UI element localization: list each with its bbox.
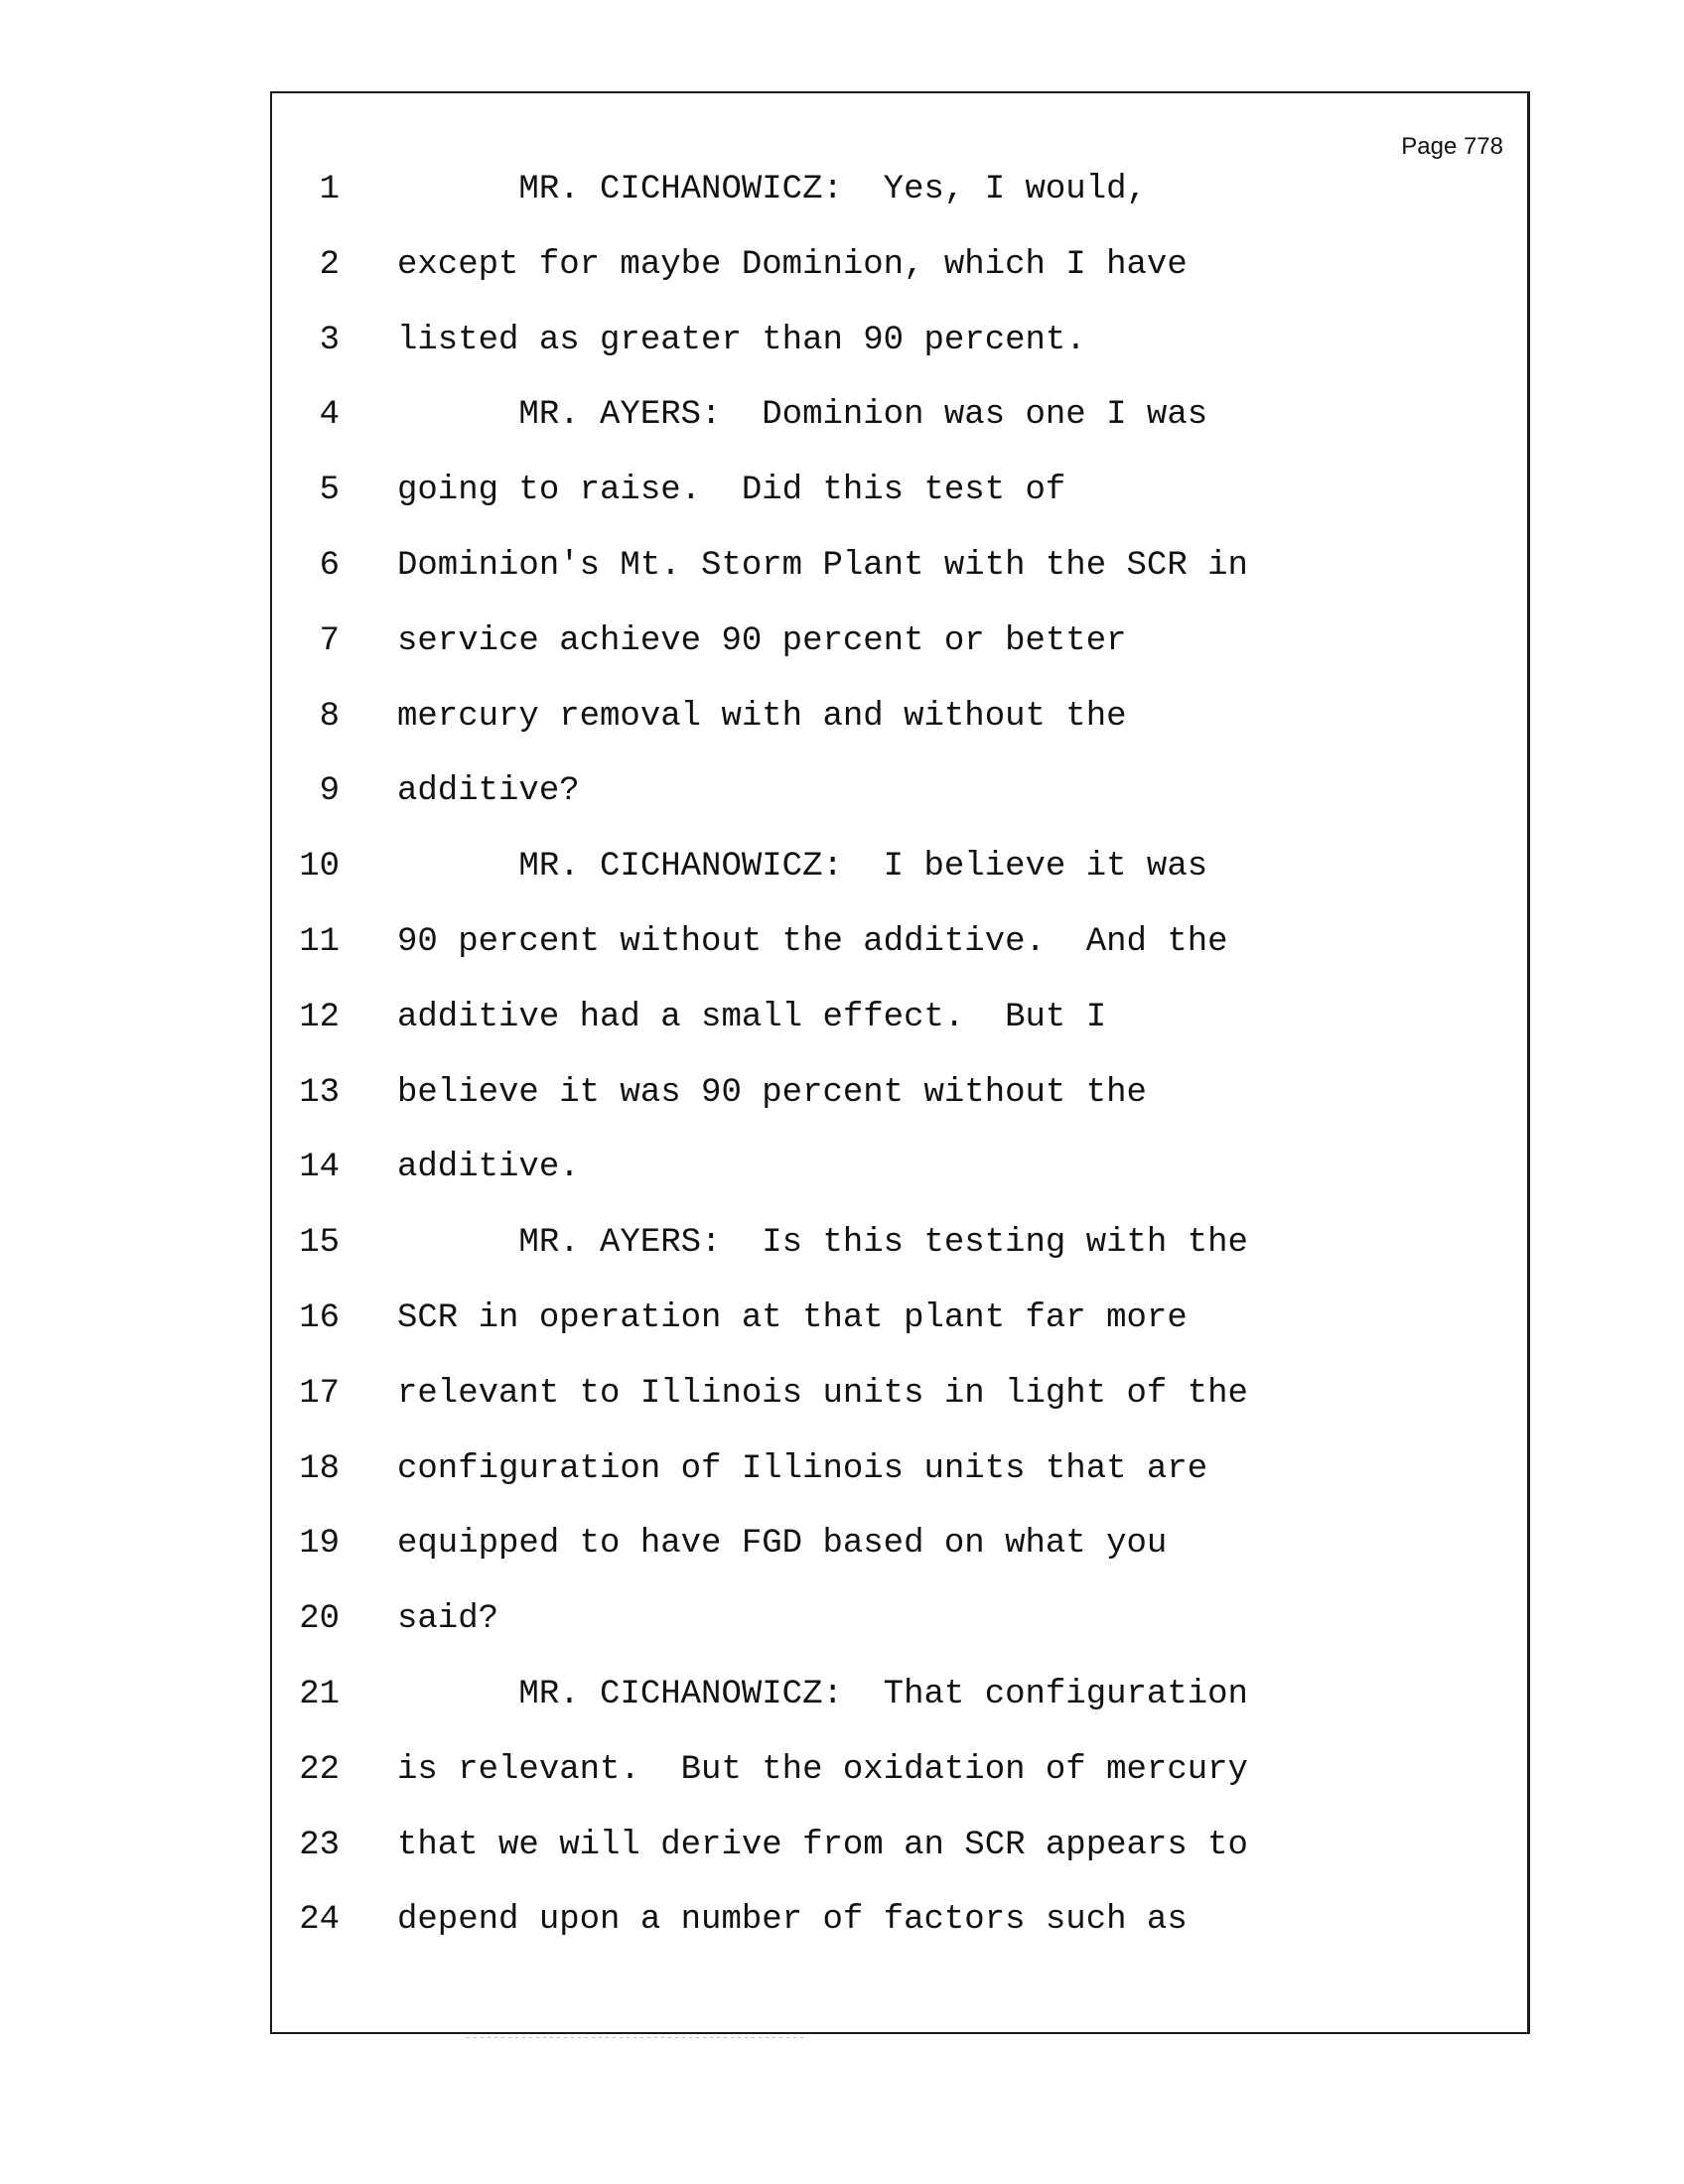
- line-number: 12: [299, 998, 340, 1036]
- transcript-line: [272, 395, 1527, 435]
- line-number: 10: [299, 848, 340, 887]
- line-text: additive had a small effect. But I: [397, 998, 1107, 1036]
- line-number: 6: [319, 547, 340, 585]
- transcript-line: [272, 321, 1527, 360]
- transcript-line: [272, 1750, 1527, 1790]
- line-text: MR. CICHANOWICZ: I believe it was: [397, 848, 1208, 887]
- line-text: mercury removal with and without the: [397, 697, 1127, 736]
- transcript-line: [272, 1675, 1527, 1714]
- line-number: 11: [299, 923, 340, 961]
- line-number: 3: [319, 321, 340, 359]
- line-text: is relevant. But the oxidation of mercury: [397, 1750, 1248, 1789]
- transcript-line: [272, 621, 1527, 661]
- line-number: 2: [319, 245, 340, 284]
- scan-artifact-line: [467, 2037, 804, 2038]
- line-text: SCR in operation at that plant far more: [397, 1299, 1188, 1337]
- page-number: Page 778: [1401, 133, 1503, 160]
- transcript-line: [272, 1900, 1527, 1940]
- line-number: 16: [299, 1299, 340, 1337]
- transcript-line: [272, 697, 1527, 737]
- line-text: except for maybe Dominion, which I have: [397, 245, 1188, 284]
- line-number: 4: [319, 396, 340, 435]
- transcript-line: [272, 1449, 1527, 1489]
- transcript-line: [272, 1298, 1527, 1338]
- line-text: MR. CICHANOWICZ: Yes, I would,: [397, 171, 1147, 208]
- line-text: that we will derive from an SCR appears to: [397, 1826, 1248, 1864]
- line-text: said?: [397, 1600, 499, 1639]
- transcript-line: [272, 847, 1527, 887]
- line-text: going to raise. Did this test of: [397, 472, 1066, 510]
- line-text: believe it was 90 percent without the: [397, 1073, 1147, 1112]
- transcript-line: [272, 1374, 1527, 1414]
- line-text: 90 percent without the additive. And the: [397, 923, 1228, 961]
- line-text: listed as greater than 90 percent.: [397, 321, 1086, 359]
- transcript-line: [272, 471, 1527, 510]
- transcript-line: [272, 1073, 1527, 1113]
- line-number: 19: [299, 1525, 340, 1564]
- line-text: MR. AYERS: Dominion was one I was: [397, 396, 1208, 435]
- line-number: 1: [319, 171, 340, 208]
- line-text: MR. CICHANOWICZ: That configuration: [397, 1676, 1248, 1713]
- line-text: additive?: [397, 772, 580, 811]
- transcript-line: [272, 245, 1527, 285]
- transcript-line: [272, 546, 1527, 586]
- line-number: 20: [299, 1600, 340, 1639]
- line-number: 24: [299, 1901, 340, 1940]
- line-number: 15: [299, 1224, 340, 1263]
- transcript-line: [272, 1148, 1527, 1187]
- line-number: 21: [299, 1676, 340, 1713]
- line-text: relevant to Illinois units in light of the: [397, 1374, 1248, 1413]
- transcript-line: [272, 998, 1527, 1037]
- transcript-line: [272, 1524, 1527, 1564]
- transcript-line: [272, 1599, 1527, 1639]
- line-text: configuration of Illinois units that are: [397, 1449, 1208, 1488]
- transcript-line: [272, 1223, 1527, 1263]
- line-number: 14: [299, 1149, 340, 1187]
- transcript-line: [272, 1826, 1527, 1865]
- line-number: 9: [319, 772, 340, 811]
- line-text: MR. AYERS: Is this testing with the: [397, 1224, 1248, 1263]
- line-text: additive.: [397, 1149, 580, 1187]
- line-text: equipped to have FGD based on what you: [397, 1525, 1168, 1564]
- transcript-line: [272, 771, 1527, 811]
- line-number: 23: [299, 1826, 340, 1864]
- line-number: 22: [299, 1750, 340, 1789]
- line-number: 13: [299, 1073, 340, 1112]
- line-number: 17: [299, 1374, 340, 1413]
- transcript-page: [270, 91, 1530, 2034]
- line-number: 18: [299, 1449, 340, 1488]
- line-number: 8: [319, 697, 340, 736]
- line-number: 7: [319, 621, 340, 660]
- line-number: 5: [319, 472, 340, 510]
- line-text: depend upon a number of factors such as: [397, 1901, 1188, 1940]
- transcript-line: [272, 170, 1527, 209]
- line-text: service achieve 90 percent or better: [397, 621, 1127, 660]
- line-text: Dominion's Mt. Storm Plant with the SCR in: [397, 547, 1248, 585]
- transcript-line: [272, 922, 1527, 962]
